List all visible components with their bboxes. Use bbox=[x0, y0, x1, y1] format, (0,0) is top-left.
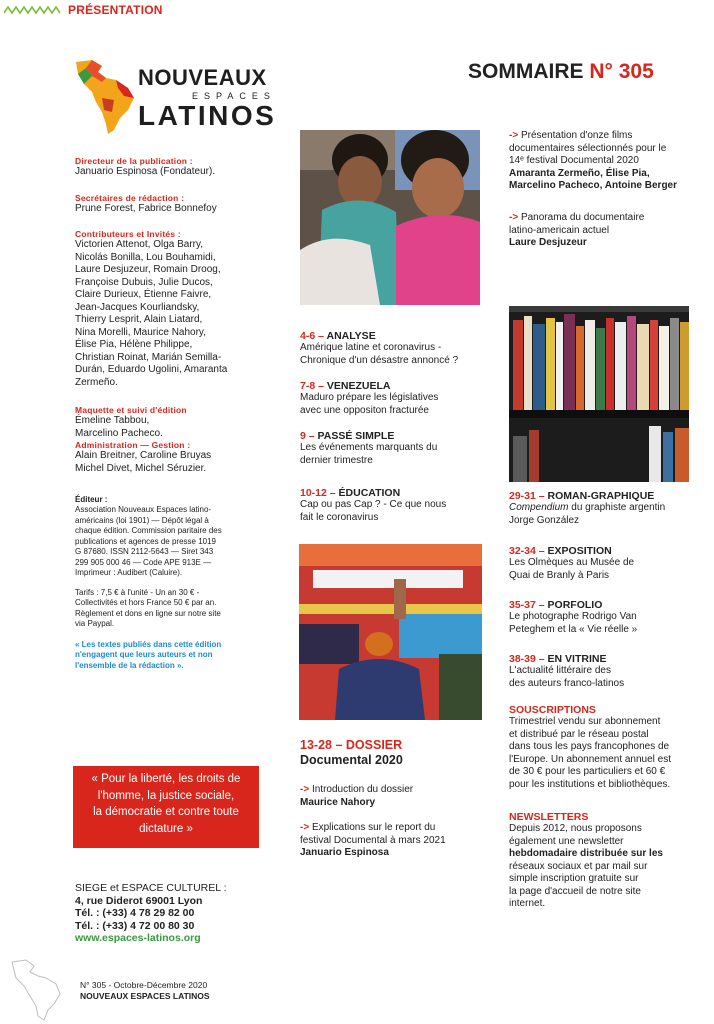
vitrine-line: des auteurs franco-latinos bbox=[509, 677, 625, 689]
passe-line: dernier trimestre bbox=[300, 454, 373, 466]
quote-line: l'homme, la justice sociale, bbox=[97, 789, 235, 802]
quote-box bbox=[73, 766, 259, 848]
section-passe-simple bbox=[300, 430, 500, 467]
vitrine-title: EN VITRINE bbox=[547, 653, 607, 665]
section-analyse bbox=[300, 330, 500, 367]
souscriptions-line: Trimestriel vendu sur abonnement bbox=[509, 716, 661, 727]
passe-line: Les événements marquants du bbox=[300, 442, 438, 453]
editeur-title: Éditeur : bbox=[75, 495, 108, 504]
quote-line: la démocratie et contre toute bbox=[93, 806, 239, 818]
newsletters-line: également une newsletter bbox=[509, 835, 624, 847]
contributeur-line: Élise Pia, Hélène Philippe, bbox=[75, 339, 193, 350]
section-newsletters bbox=[509, 811, 709, 911]
directeur-text: Januario Espinosa (Fondateur). bbox=[75, 166, 216, 177]
editeur-line: chaque édition. Commission paritaire des bbox=[75, 526, 222, 535]
section-souscriptions bbox=[509, 704, 709, 791]
contributeur-line: Thierry Lesprit, Alain Liatard, bbox=[75, 314, 203, 325]
right-item-author: Amaranta Zermeño, Élise Pia, bbox=[509, 167, 650, 179]
section-venezuela bbox=[300, 380, 500, 417]
souscriptions-line: dans tous les pays francophones de bbox=[509, 741, 670, 752]
dossier-item-author: Januario Espinosa bbox=[300, 847, 389, 858]
header-strip bbox=[0, 0, 714, 20]
dossier-item-line: Explications sur le report du bbox=[311, 822, 436, 833]
dash: – bbox=[326, 487, 339, 499]
address-block bbox=[75, 882, 265, 945]
dash: – bbox=[535, 599, 548, 611]
disclaimer-line: n'engagent que leurs auteurs et non bbox=[75, 650, 213, 659]
souscriptions-line: pour les institutions et bibliothèques. bbox=[509, 778, 671, 790]
venezuela-title: VENEZUELA bbox=[326, 380, 391, 392]
maquette-line: Émeline Tabbou, bbox=[75, 415, 150, 426]
tarifs-line: Tarifs : 7,5 € à l'unité - Un an 30 € - bbox=[75, 587, 200, 597]
roman-line: Jorge González bbox=[509, 514, 580, 526]
roman-pages: 29-31 bbox=[509, 490, 536, 502]
analyse-line: Amérique latine et coronavirus - bbox=[300, 342, 442, 353]
porfolio-line: Le photographe Rodrigo Van bbox=[509, 611, 637, 622]
tarifs-line: via Paypal. bbox=[75, 619, 115, 628]
contributeur-line: Victorien Attenot, Olga Barry, bbox=[75, 239, 204, 250]
logo-line3: LATINOS bbox=[138, 100, 277, 131]
analyse-line: Chronique d'un désastre annoncé ? bbox=[300, 354, 459, 366]
section-exposition bbox=[509, 545, 709, 582]
souscriptions-title: SOUSCRIPTIONS bbox=[509, 704, 596, 716]
souscriptions-line: et distribué par le réseau postal bbox=[509, 728, 649, 740]
contributeur-line: Zermeño. bbox=[75, 376, 118, 388]
arrow-icon: -> bbox=[300, 784, 310, 795]
header-label: PRÉSENTATION bbox=[68, 3, 163, 17]
address-line: 4, rue Diderot 69001 Lyon bbox=[75, 894, 203, 907]
right-item-line: Présentation d'onze films bbox=[520, 130, 633, 141]
maquette-title: Maquette et suivi d'édition bbox=[75, 405, 187, 415]
address-line: SIEGE et ESPACE CULTUREL : bbox=[75, 882, 227, 894]
logo bbox=[72, 58, 297, 136]
dash: – bbox=[331, 738, 346, 752]
dossier-item-line: festival Documental à mars 2021 bbox=[300, 834, 446, 846]
analyse-pages: 4-6 bbox=[300, 330, 316, 342]
dossier-item bbox=[300, 822, 500, 860]
contributeur-line: Claire Durieux, Étienne Faivre, bbox=[75, 289, 212, 300]
porfolio-title: PORFOLIO bbox=[547, 599, 603, 611]
dash: – bbox=[315, 330, 327, 342]
arrow-icon: -> bbox=[509, 130, 519, 141]
passe-pages: 9 bbox=[300, 430, 306, 442]
right-item-line: Panorama du documentaire bbox=[520, 212, 645, 223]
contributeur-line: Françoise Dubuis, Julie Ducos, bbox=[75, 276, 213, 288]
tarifs-line: Règlement et dons en ligne sur notre site bbox=[75, 608, 221, 618]
latin-america-map-icon bbox=[72, 58, 142, 136]
zigzag-ornament bbox=[4, 6, 62, 14]
newsletters-line: réseaux sociaux et par mail sur bbox=[509, 860, 648, 872]
footer-name: NOUVEAUX ESPACES LATINOS bbox=[80, 991, 210, 1001]
administration-line: Michel Divet, Michel Séruzier. bbox=[75, 462, 207, 474]
editeur-line: américains (loi 1901) — Dépôt légal à bbox=[75, 515, 209, 525]
tarifs-block bbox=[75, 588, 265, 630]
right-item-author: Marcelino Pacheco, Antoine Berger bbox=[509, 180, 678, 191]
dossier-pages: 13-28 bbox=[300, 738, 332, 752]
contributeurs-list bbox=[75, 239, 265, 389]
photo-market-women bbox=[300, 130, 480, 305]
dash: – bbox=[535, 545, 548, 557]
website-link[interactable]: www.espaces-latinos.org bbox=[75, 932, 201, 944]
analyse-title: ANALYSE bbox=[326, 330, 376, 342]
souscriptions-line: l'Europe. Un abonnement annuel est bbox=[509, 753, 672, 765]
map-watermark-icon bbox=[8, 958, 68, 1022]
dossier-title: DOSSIER bbox=[345, 738, 403, 752]
photo-market-women-art bbox=[300, 130, 480, 305]
section-vitrine bbox=[509, 653, 709, 690]
education-pages: 10-12 bbox=[300, 487, 327, 499]
section-education bbox=[300, 487, 500, 524]
newsletters-line: internet. bbox=[509, 898, 546, 909]
contributeurs-title: Contributeurs et Invités : bbox=[75, 229, 181, 239]
porfolio-pages: 35-37 bbox=[509, 599, 536, 611]
dash: – bbox=[315, 380, 327, 392]
exposition-line: Quai de Branly à Paris bbox=[509, 569, 610, 581]
disclaimer-line: l'ensemble de la rédaction ». bbox=[75, 660, 184, 670]
left-column bbox=[75, 156, 265, 671]
roman-rest: du graphiste argentin bbox=[568, 502, 666, 513]
right-item-line: latino-americain actuel bbox=[509, 224, 610, 236]
vitrine-line: L'actualité littéraire des bbox=[509, 665, 611, 676]
maquette-line: Marcelino Pacheco. bbox=[75, 427, 163, 439]
editeur-block bbox=[75, 505, 265, 579]
photo-bookshelf bbox=[509, 306, 689, 482]
disclaimer-block bbox=[75, 640, 265, 672]
editeur-line: G 87680. ISSN 2112-5643 — Siret 343 bbox=[75, 547, 214, 556]
vitrine-pages: 38-39 bbox=[509, 653, 536, 665]
contributeur-line: Christian Roinat, Marián Semilla- bbox=[75, 351, 222, 363]
passe-title: PASSÉ SIMPLE bbox=[317, 430, 395, 442]
contributeur-line: Nicolás Bonilla, Lou Bouhamidi, bbox=[75, 251, 216, 263]
exposition-pages: 32-34 bbox=[509, 545, 536, 557]
administration-title: Administration — Gestion : bbox=[75, 440, 191, 450]
dossier-item-line: Introduction du dossier bbox=[311, 784, 414, 795]
quote-line: « Pour la liberté, les droits de bbox=[91, 773, 241, 785]
arrow-icon: -> bbox=[509, 212, 519, 223]
dossier-item bbox=[300, 784, 500, 809]
secretaires-title: Secrétaires de rédaction : bbox=[75, 192, 185, 203]
tarifs-line: Collectivités et hors France 50 € par an. bbox=[75, 598, 217, 607]
right-item-line: documentaires sélectionnés pour le bbox=[509, 142, 667, 154]
footer-block bbox=[80, 980, 210, 1002]
editeur-line: Association Nouveaux Espaces latino- bbox=[75, 505, 212, 514]
quote-line: dictature » bbox=[139, 822, 193, 835]
education-title: ÉDUCATION bbox=[338, 487, 401, 499]
souscriptions-line: de 30 € pour les particuliers et 60 € bbox=[509, 766, 666, 777]
venezuela-pages: 7-8 bbox=[300, 380, 316, 392]
dossier-item-author: Maurice Nahory bbox=[300, 796, 376, 808]
dossier-subtitle: Documental 2020 bbox=[300, 753, 403, 767]
disclaimer-line: « Les textes publiés dans cette édition bbox=[75, 639, 222, 649]
newsletters-line: la page d'accueil de notre site bbox=[509, 885, 641, 897]
right-item-line: 14ᵉ festival Documental 2020 bbox=[509, 155, 639, 166]
editeur-line: 299 905 000 46 — Code APE 913E — bbox=[75, 557, 212, 567]
venezuela-line: avec une oppositon fracturée bbox=[300, 404, 429, 416]
photo-bookshelf-art bbox=[509, 306, 689, 482]
photo-street-bus bbox=[299, 544, 482, 720]
newsletters-line: simple inscription gratuite sur bbox=[509, 873, 639, 884]
newsletters-line: hebdomadaire distribuée sur les bbox=[509, 848, 663, 859]
contributeur-line: Jean-Jacques Kourliandsky, bbox=[75, 301, 200, 313]
sommaire-label: SOMMAIRE bbox=[468, 60, 584, 83]
education-line: fait le coronavirus bbox=[300, 511, 379, 523]
secretaires-text: Prune Forest, Fabrice Bonnefoy bbox=[75, 202, 217, 214]
porfolio-line: Peteghem et la « Vie réelle » bbox=[509, 623, 638, 635]
sommaire-title bbox=[468, 60, 654, 84]
administration-line: Alain Breitner, Caroline Bruyas bbox=[75, 450, 212, 461]
dash: – bbox=[535, 653, 548, 665]
roman-title: ROMAN-GRAPHIQUE bbox=[547, 490, 655, 502]
venezuela-line: Maduro prépare les législatives bbox=[300, 392, 439, 403]
contributeur-line: Nina Morelli, Maurice Nahory, bbox=[75, 326, 206, 338]
section-roman-graphique bbox=[509, 490, 709, 527]
dash: – bbox=[535, 490, 548, 502]
right-item-author: Laure Desjuzeur bbox=[509, 237, 587, 248]
exposition-title: EXPOSITION bbox=[547, 545, 612, 557]
dash: – bbox=[305, 430, 318, 442]
address-line: Tél. : (+33) 4 72 00 80 30 bbox=[75, 919, 195, 932]
photo-street-bus-art bbox=[299, 544, 482, 720]
editeur-line: Imprimeur : Audibert (Caluire). bbox=[75, 568, 183, 577]
section-porfolio bbox=[509, 599, 709, 636]
newsletters-line: Depuis 2012, nous proposons bbox=[509, 823, 642, 834]
arrow-icon: -> bbox=[300, 822, 310, 833]
newsletters-title: NEWSLETTERS bbox=[509, 811, 589, 823]
exposition-line: Les Olmèques au Musée de bbox=[509, 557, 635, 568]
section-dossier bbox=[300, 738, 500, 768]
contributeur-line: Laure Desjuzeur, Romain Droog, bbox=[75, 264, 221, 275]
contributeur-line: Durán, Eduardo Ugolini, Amaranta bbox=[75, 364, 228, 375]
directeur-title: Directeur de la publication : bbox=[75, 156, 193, 166]
footer-issue: N° 305 - Octobre-Décembre 2020 bbox=[80, 980, 208, 990]
education-line: Cap ou pas Cap ? - Ce que nous bbox=[300, 499, 447, 510]
editeur-line: publications et agences de presse 1019 bbox=[75, 536, 216, 546]
logo-line1: NOUVEAUX bbox=[138, 65, 267, 90]
roman-italic: Compendium bbox=[509, 502, 569, 513]
right-item bbox=[509, 130, 709, 193]
right-item bbox=[509, 212, 709, 250]
address-line: Tél. : (+33) 4 78 29 82 00 bbox=[75, 907, 195, 919]
sommaire-number: N° 305 bbox=[589, 60, 654, 83]
logo-line2: ESPACES bbox=[192, 91, 276, 101]
